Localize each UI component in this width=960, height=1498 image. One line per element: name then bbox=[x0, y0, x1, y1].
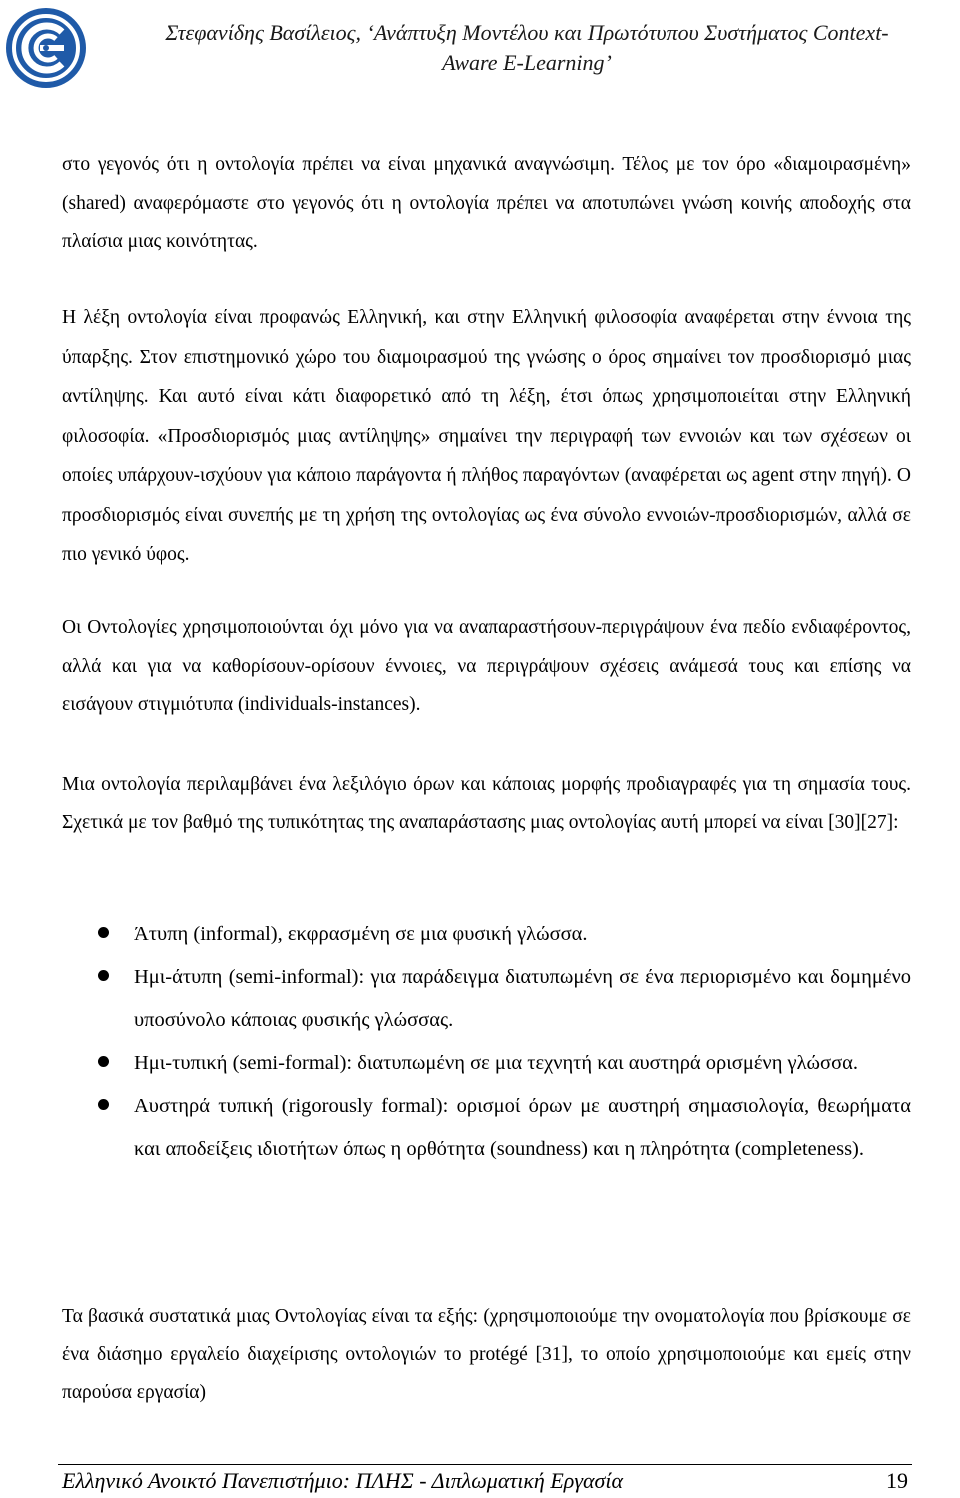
formality-levels-list bbox=[62, 913, 911, 1171]
paragraph-5: Τα βασικά συστατικά μιας Οντολογίας είναι τα εξής: (χρησιμοποιούμε την ονοματολογία που βρίσκουμε σε ένα διάσημο εργαλείο διαχείρισης οντολογιών το protégé [31], το οποίο χρησιμοποιούμε και εμείς στην παρούσα εργασία) bbox=[62, 1306, 911, 1403]
paragraph-2: Η λέξη οντολογία είναι προφανώς Ελληνική, και στην Ελληνική φιλοσοφία αναφέρεται στην έννοια της ύπαρξης. Στον επιστημονικό χώρο του διαμοιρασμού της γνώσης ο όρος σημαίνει τον προσδιορισμό μιας αντίληψης. Και αυτό είναι κάτι διαφορετικό από τη λέξη, έτσι όπως χρησιμοποιείται στην Ελληνική φιλοσοφία. «Προσδιορισμός μιας αντίληψης» σημαίνει την περιγραφή των εννοιών και των σχέσεων οι οποίες υπάρχουν-ισχύουν για κάποιο παράγοντα ή πλήθος παραγόντων (αναφέρεται ως agent στην πηγή). Ο προσδιορισμός είναι συνεπής με τη χρήση της οντολογίας ως ένα σύνολο εννοιών-προσδιορισμών, αλλά σε πιο γενικό ύφος. bbox=[62, 307, 911, 565]
footer-divider bbox=[58, 1464, 912, 1465]
footer-text: Ελληνικό Ανοικτό Πανεπιστήμιο: ΠΛΗΣ - Διπλωματική Εργασία bbox=[62, 1468, 624, 1493]
running-header bbox=[112, 18, 942, 78]
bullet-icon bbox=[98, 1099, 109, 1110]
bullet-icon bbox=[98, 927, 109, 938]
list-item bbox=[62, 1042, 911, 1085]
paragraph-1: στο γεγονός ότι η οντολογία πρέπει να είναι μηχανικά αναγνώσιμη. Τέλος με τον όρο «διαμοιρασμένη» (shared) αναφερόμαστε στο γεγονός ότι η οντολογία πρέπει να αποτυπώνει γνώση κοινής αποδοχής στα πλαίσια μιας κοινότητας. bbox=[62, 154, 911, 252]
list-item-text: Ημι-τυπική (semi-formal): διατυπωμένη σε μια τεχνητή και αυστηρά ορισμένη γλώσσα. bbox=[134, 1052, 859, 1074]
header-title-line1: Στεφανίδης Βασίλειος, ‘Ανάπτυξη Μοντέλου και Πρωτότυπου Συστήματος Context- bbox=[165, 20, 889, 45]
list-item-text: Άτυπη (informal), εκφρασμένη σε μια φυσική γλώσσα. bbox=[134, 923, 588, 945]
list-item bbox=[62, 956, 911, 1042]
paragraph-4: Μια οντολογία περιλαμβάνει ένα λεξιλόγιο όρων και κάποιας μορφής προδιαγραφές για τη σημασία τους. Σχετικά με τον βαθμό της τυπικότητας της αναπαράστασης μιας οντολογίας αυτή μπορεί να είναι [30][27]: bbox=[62, 774, 911, 833]
paragraph-3: Οι Οντολογίες χρησιμοποιούνται όχι μόνο για να αναπαραστήσουν-περιγράψουν ένα πεδίο ενδιαφέροντος, αλλά και για να καθορίσουν-ορίσουν έννοιες, να περιγράψουν σχέσεις ανάμεσά τους και επίσης να εισάγουν στιγμιότυπα (individuals-instances). bbox=[62, 617, 911, 715]
bullet-icon bbox=[98, 1056, 109, 1067]
bullet-icon bbox=[98, 970, 109, 981]
list-item-text: Αυστηρά τυπική (rigorously formal): ορισμοί όρων με αυστηρή σημασιολογία, θεωρήματα και αποδείξεις ιδιοτήτων όπως η ορθότητα (soundness) και η πληρότητα (completeness). bbox=[134, 1095, 911, 1160]
page-number: 19 bbox=[886, 1468, 908, 1493]
list-item bbox=[62, 913, 911, 956]
university-seal-icon bbox=[4, 6, 88, 90]
list-item-text: Ημι-άτυπη (semi-informal): για παράδειγμα διατυπωμένη σε ένα περιορισμένο και δομημένο υποσύνολο κάποιας φυσικής γλώσσας. bbox=[134, 966, 911, 1031]
list-item bbox=[62, 1085, 911, 1171]
header-title-line2: Aware E-Learning’ bbox=[442, 50, 612, 75]
